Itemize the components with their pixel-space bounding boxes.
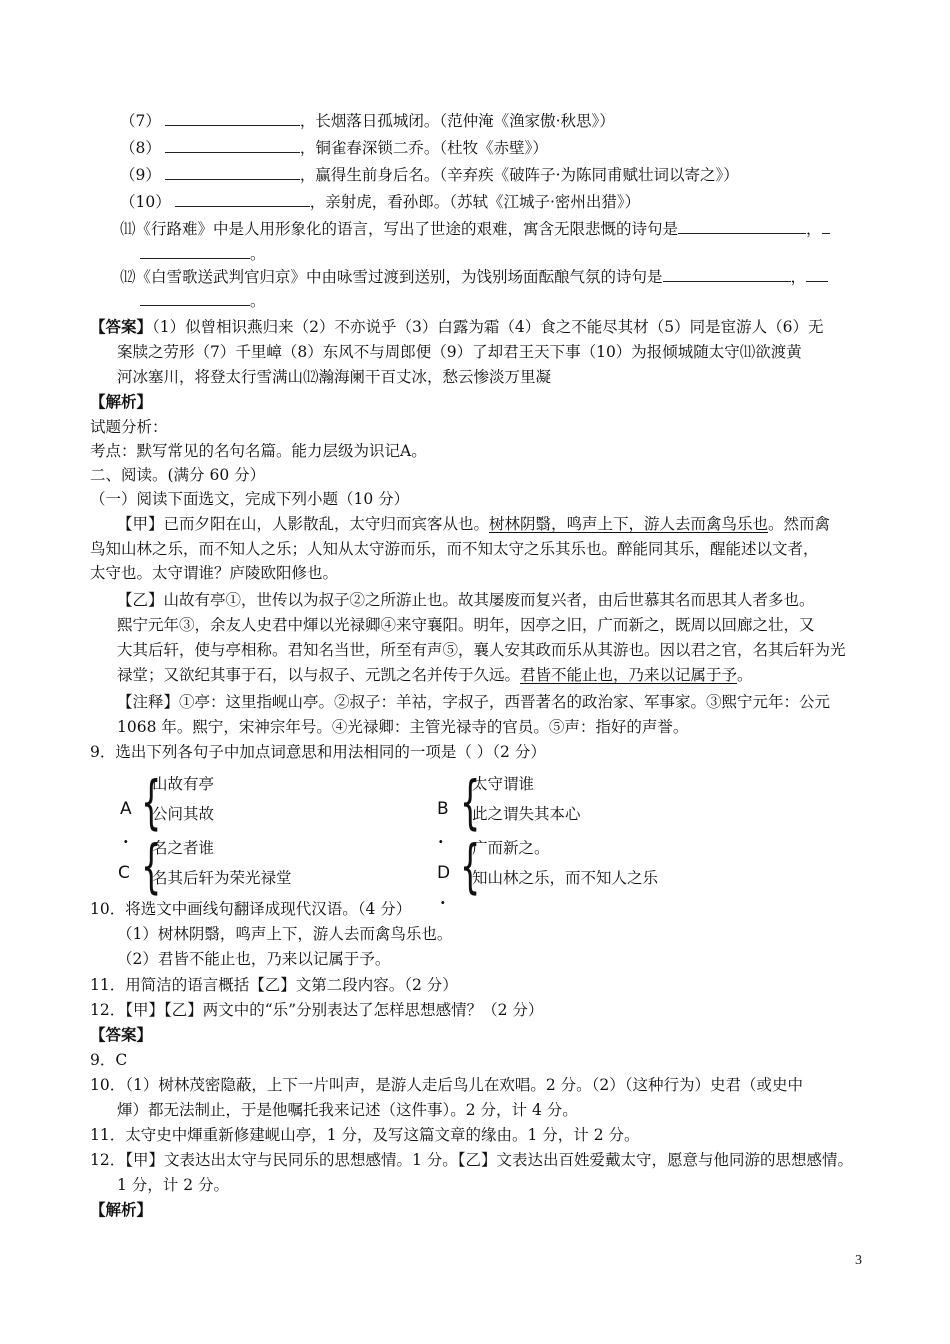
q12-stem: 12．【甲】【乙】两文中的“乐”分别表达了怎样思想感情？（2 分） (90, 1001, 544, 1019)
option-b-bottom: 此之谓失其本心 (472, 805, 581, 823)
emphasis-dot-icon: · (438, 832, 444, 851)
option-b-letter[interactable]: B (437, 799, 449, 819)
answer-blank[interactable] (175, 191, 310, 207)
passage-b-line-1: 【乙】山故有亭①，世传以为叔子②之所游止也。故其屡废而复兴者，由后世慕其名而思其人者多也。 (117, 591, 815, 609)
q10-sentence-2: （2）君皆不能止也，乃来以记属于予。 (117, 950, 391, 968)
page-number: 3 (855, 1253, 862, 1268)
answer-blank[interactable] (678, 218, 806, 234)
fill-q11: ⑾《行路难》中是人用形象化的语言，写出了世途的艰难，寓含无限悲慨的诗句是 ， (120, 218, 830, 240)
answer-9: 9．C (90, 1051, 128, 1069)
brace-icon: { (141, 768, 162, 836)
option-d-top: 广而新之。 (472, 839, 550, 857)
brace-icon: { (141, 832, 162, 900)
answer-line-3: 河冰塞川，将登太行雪满山⑿瀚海阑干百丈冰，愁云惨淡万里凝 (117, 368, 552, 386)
notes-line-2: 1068 年。熙宁，宋神宗年号。④光禄卿：主管光禄寺的官员。⑤声：指好的声誉。 (117, 718, 689, 736)
answer-blank[interactable] (165, 164, 300, 180)
passage-a-line-3: 太守也。太守谓谁？庐陵欧阳修也。 (90, 564, 339, 582)
analysis-text-1: 试题分析： (90, 418, 168, 436)
fill-q12-cont: 。 (140, 290, 266, 312)
answer-12-line-1: 12．【甲】文表达出太守与民同乐的思想感情。1 分。【乙】文表达出百姓爱戴太守，愿意与他同游的思想感情。 (90, 1151, 854, 1169)
option-c-bottom: 名其后轩为荣光禄堂 (152, 869, 292, 887)
option-d-bottom: 知山林之乐，而不知人之乐 (472, 869, 659, 887)
option-b-top: 太守谓谁 (472, 775, 535, 793)
option-a-bottom: 公问其故 (152, 805, 215, 823)
answer-12-line-2: 1 分，计 2 分。 (117, 1176, 230, 1194)
passage-b-line-3: 大其后轩，使与亭相称。君知名当世，所至有声⑤，襄人安其政而乐从其游也。因以君之官，名其后轩为光 (117, 641, 846, 659)
answer-10-line-2: 煇）都无法制止，于是他嘱托我来记述（这件事）。2 分，计 4 分。 (117, 1101, 578, 1119)
analysis-text-2: 考点：默写常见的名句名篇。能力层级为识记A。 (90, 442, 427, 460)
fill-q9: （9） ，赢得生前身后名。（辛弃疾《破阵子·为陈同甫赋壮词以寄之》） (120, 166, 739, 184)
answer-blank[interactable] (663, 266, 791, 282)
answer-11: 11．太守史中煇重新修建岘山亭，1 分，及写这篇文章的缘由。1 分，计 2 分。 (90, 1126, 640, 1144)
emphasis-dot-icon: · (440, 893, 446, 912)
answer-blank[interactable] (165, 110, 300, 126)
answer-blank[interactable] (806, 266, 828, 282)
q10-stem: 10．将选文中画线句翻译成现代汉语。（4 分） (90, 900, 412, 918)
q11-stem: 11．用简洁的语言概括【乙】文第二段内容。（2 分） (90, 976, 458, 994)
answer-blank[interactable] (165, 137, 300, 153)
fill-q7: （7） ，长烟落日孤城闭。（范仲淹《渔家傲·秋思》） (120, 112, 615, 130)
answer-blank[interactable] (822, 218, 830, 234)
fill-q11-cont: 。 (140, 243, 266, 265)
answer-10-line-1: 10．（1）树林茂密隐蔽，上下一片叫声，是游人走后鸟儿在欢唱。2 分。（2）（这种行为）史君（或史中 (90, 1076, 803, 1094)
option-a-letter[interactable]: A (120, 799, 132, 819)
notes-line-1: 【注释】①亭：这里指岘山亭。②叔子：羊祜，字叔子，西晋著名的政治家、军事家。③熙宁元年：公元 (117, 693, 831, 711)
fill-q10: （10） ，亲射虎，看孙郎。（苏轼《江城子·密州出猎》） (120, 193, 641, 211)
passage-a-line-2: 鸟知山林之乐，而不知人之乐；人知从太守游而乐，而不知太守之乐其乐也。醉能同其乐，醒能述以文者， (90, 540, 819, 558)
section-title: 二、阅读。(满分 60 分） (90, 466, 266, 484)
answer-line-1: 【答案】（1）似曾相识燕归来（2）不亦说乎（3）白露为霜（4）食之不能尽其材（5）同是宦游人（6）无 (90, 317, 824, 336)
answer-blank[interactable] (140, 243, 250, 259)
answer-line-2: 案牍之劳形（7）千里嶂（8）东风不与周郎便（9）了却君王天下事（10）为报倾城随太守⑾欲渡黄 (117, 343, 802, 361)
answer-blank[interactable] (140, 290, 250, 306)
option-c-top: 名之者谁 (152, 839, 215, 857)
analysis-label: 【解析】 (90, 1200, 153, 1219)
option-d-letter[interactable]: D (437, 863, 451, 883)
q9-stem: 9．选出下列各句子中加点词意思和用法相同的一项是（ ）（2 分） (90, 743, 546, 761)
fill-q12: ⑿《白雪歌送武判官归京》中由咏雪过渡到送别，为饯别场面酝酿气氛的诗句是 ， (120, 266, 828, 288)
brace-icon: { (460, 832, 481, 900)
answer-label: 【答案】 (90, 1025, 153, 1044)
section-subtitle: （一）阅读下面选文，完成下列小题（10 分） (90, 490, 410, 508)
passage-b-line-2: 熙宁元年③，余友人史君中煇以光禄卿④来守襄阳。明年，因亭之旧，广而新之，既周以回廊之壮，又 (117, 616, 815, 634)
option-c-letter[interactable]: C (118, 863, 130, 883)
passage-a-line-1: 【甲】已而夕阳在山，人影散乱，太守归而宾客从也。树林阴翳，鸣声上下，游人去而禽鸟乐也。然而禽 (117, 515, 831, 533)
analysis-label: 【解析】 (90, 392, 153, 411)
q10-sentence-1: （1）树林阴翳，鸣声上下，游人去而禽鸟乐也。 (117, 925, 453, 943)
brace-icon: { (460, 768, 481, 836)
fill-q8: （8） ，铜雀春深锁二乔。（杜牧《赤壁》） (120, 139, 548, 157)
option-a-top: 山故有亭 (152, 775, 215, 793)
passage-b-line-4: 禄堂；又欲纪其事于石，以与叔子、元凯之名并传于久远。君皆不能止也，乃来以记属于予。 (117, 666, 753, 684)
emphasis-dot-icon: · (123, 832, 129, 851)
